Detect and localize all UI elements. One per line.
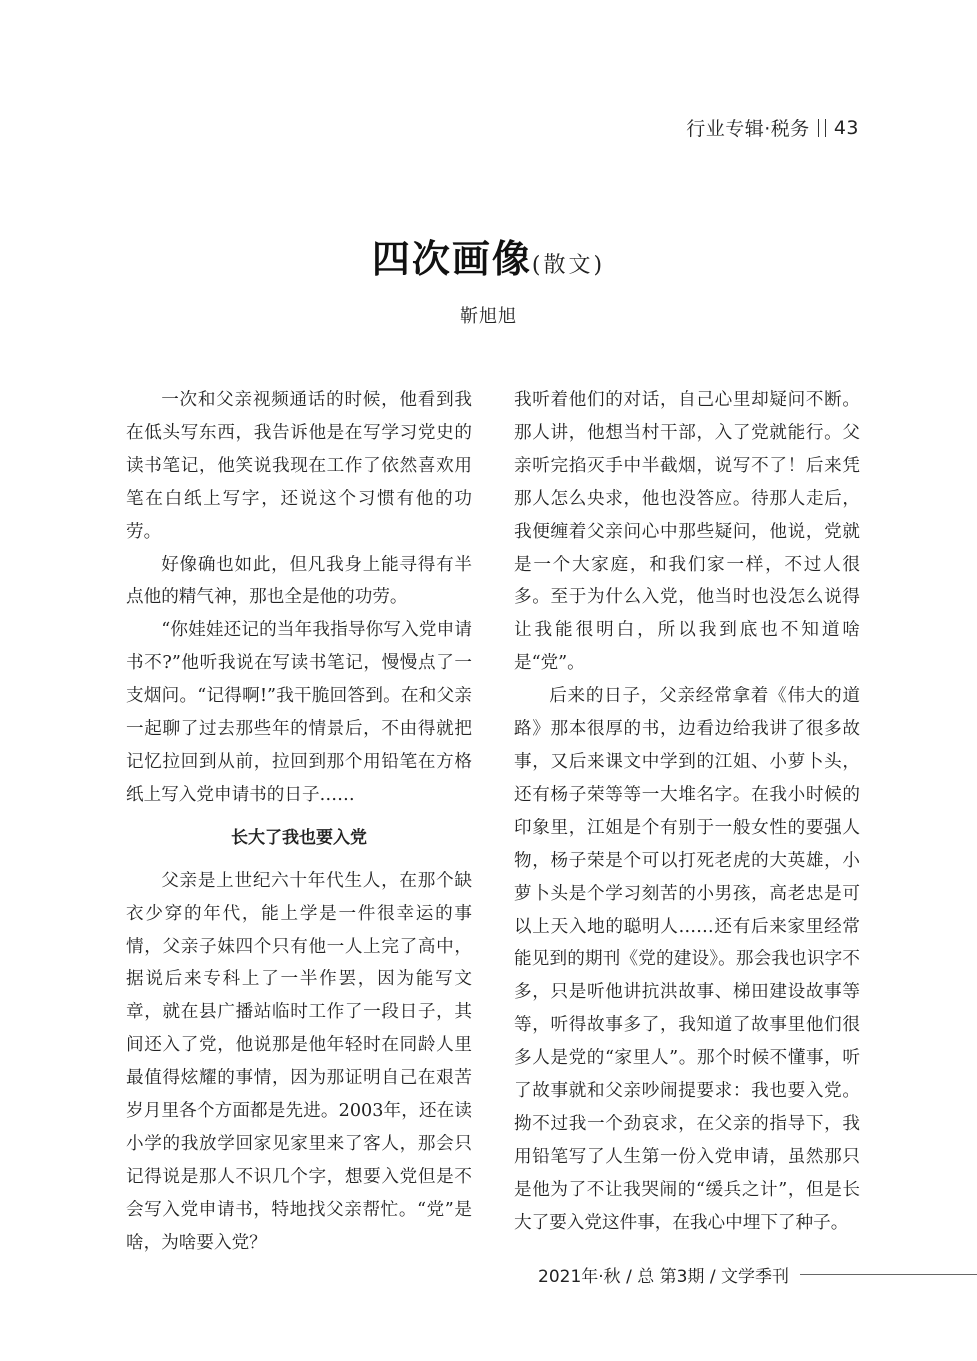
double-bar-divider bbox=[818, 119, 826, 137]
article-subtitle: (散文) bbox=[531, 253, 606, 278]
header-section: 行业专辑·税务 bbox=[686, 118, 810, 140]
paragraph: 父亲是上世纪六十年代生人，在那个缺衣少穿的年代，能上学是一件很幸运的事情，父亲子妹四个只有他一人上完了高中，据说后来专科上了一半作罢，因为能写文章，就在县广播站临时工作了一段日子，其间还入了党，他说那是他年轻时在同龄人里最值得炫耀的事情，因为那证明自己在艰苦岁月里各个方面都是先进。2003年，还在读小学的我放学回家见家里来了客人，那会只记得说是那人不识几个字，想要入党但是不会写入党申请书，特地找父亲帮忙。“党”是啥，为啥要入党？ bbox=[126, 870, 472, 1253]
paragraph: 我听着他们的对话，自己心里却疑问不断。那人讲，他想当村干部，入了党就能行。父亲听完掐灭手中半截烟，说写不了！后来凭那人怎么央求，他也没答应。待那人走后，我便缠着父亲问心中那些疑问，他说，党就是一个大家庭，和我们家一样，不过人很多。至于为什么入党，他当时也没怎么说得让我能很明白，所以我到底也不知道啥是“党”。 bbox=[514, 390, 860, 674]
article-title: 四次画像 bbox=[371, 236, 532, 281]
right-column bbox=[514, 384, 860, 1240]
paragraph: 一次和父亲视频通话的时候，他看到我在低头写东西，我告诉他是在写学习党史的读书笔记，他笑说我现在工作了依然喜欢用笔在白纸上写字，还说这个习惯有他的功劳。 bbox=[126, 390, 472, 542]
paragraph: 好像确也如此，但凡我身上能寻得有半点他的精气神，那也全是他的功劳。 bbox=[126, 554, 472, 608]
running-footer: 2021年·秋 / 总 第3期 / 文学季刊 bbox=[538, 1267, 789, 1287]
running-header bbox=[686, 114, 859, 141]
section-heading: 长大了我也要入党 bbox=[231, 827, 367, 848]
article-title-block bbox=[0, 228, 977, 283]
paragraph: 后来的日子，父亲经常拿着《伟大的道路》那本很厚的书，边看边给我讲了很多故事，又后来课文中学到的江姐、小萝卜头，还有杨子荣等等一大堆名字。在我小时候的印象里，江姐是个有别于一般女性的要强人物，杨子荣是个可以打死老虎的大英雄，小萝卜头是个学习刻苦的小男孩，高老忠是可以上天入地的聪明人……还有后来家里经常能见到的期刊《党的建设》。那会我也识字不多，只是听他讲抗洪故事、梯田建设故事等等，听得故事多了，我知道了故事里他们很多人是党的“家里人”。那个时候不懂事，听了故事就和父亲吵闹提要求：我也要入党。拗不过我一个劲哀求，在父亲的指导下，我用铅笔写了人生第一份入党申请，虽然那只是他为了不让我哭闹的“缓兵之计”，但是长大了要入党这件事，在我心中埋下了种子。 bbox=[514, 686, 860, 1233]
left-column bbox=[126, 384, 472, 1260]
paragraph: “你娃娃还记的当年我指导你写入党申请书不?”他听我说在写读书笔记，慢慢点了一支烟问。“记得啊!”我干脆回答到。在和父亲一起聊了过去那些年的情景后，不由得就把记忆拉回到从前，拉回到那个用铅笔在方格纸上写入党申请书的日子…… bbox=[126, 620, 472, 805]
footer-rule-line bbox=[800, 1274, 977, 1275]
article-author: 靳旭旭 bbox=[460, 306, 517, 327]
page-number: 43 bbox=[833, 116, 859, 139]
